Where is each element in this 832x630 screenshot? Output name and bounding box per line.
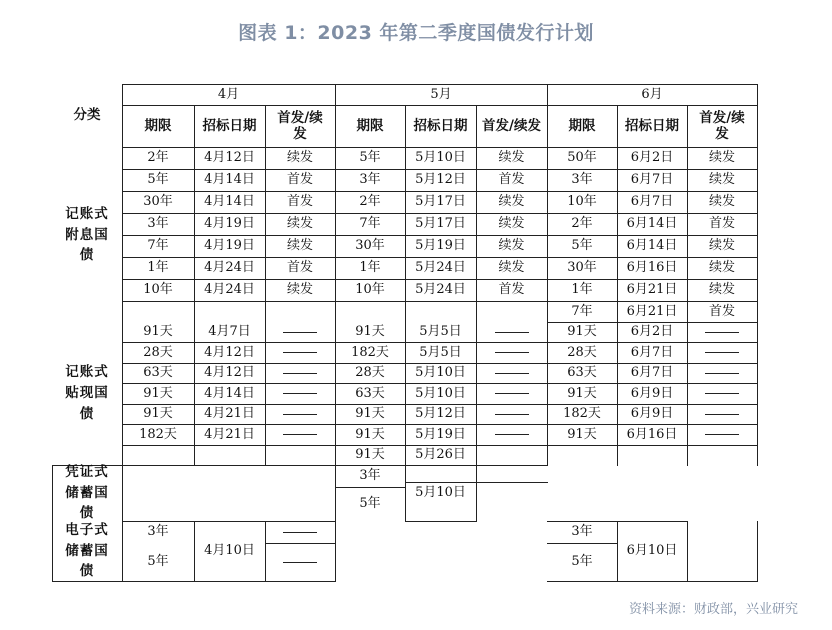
dash-mark xyxy=(495,414,529,415)
discount-cell xyxy=(476,322,547,342)
column-header: 首发/续发 xyxy=(277,109,323,142)
page-title: 图表 1：2023 年第二季度国债发行计划 xyxy=(238,22,594,44)
column-header: 期限 xyxy=(144,117,172,134)
dash-mark xyxy=(495,373,529,374)
dash-mark xyxy=(495,393,529,394)
dash-mark xyxy=(283,532,317,533)
fixed-rate-cell: 5年 xyxy=(359,150,381,166)
fixed-rate-cell: 2年 xyxy=(147,150,169,166)
category-header: 分类 xyxy=(73,107,101,124)
discount-cell xyxy=(265,342,335,363)
fixed-rate-cell: 首发 xyxy=(286,194,313,210)
fixed-rate-cell: 6月14日 xyxy=(626,216,678,232)
fixed-rate-cell: 5月19日 xyxy=(415,238,466,254)
discount-cell: 5月10日 xyxy=(415,365,466,381)
column-header: 招标日期 xyxy=(413,117,468,134)
discount-cell: 182天 xyxy=(563,406,601,422)
month-header: 5月 xyxy=(430,86,452,102)
dash-mark xyxy=(705,332,739,333)
dash-mark xyxy=(495,332,529,333)
fixed-rate-cell: 续发 xyxy=(286,238,313,254)
discount-cell xyxy=(265,363,335,383)
fixed-rate-cell: 10年 xyxy=(355,282,385,298)
discount-cell: 6月9日 xyxy=(630,385,674,401)
fixed-rate-cell: 6月21日 xyxy=(626,282,678,298)
dash-mark xyxy=(705,414,739,415)
discount-cell: 6月7日 xyxy=(630,365,674,381)
discount-cell: 4月14日 xyxy=(204,385,255,401)
discount-cell: 63天 xyxy=(143,365,173,381)
savings-term: 5年 xyxy=(359,496,381,512)
fixed-rate-cell: 续发 xyxy=(708,260,735,276)
fixed-rate-cell: 10年 xyxy=(567,194,597,210)
fixed-rate-cell: 30年 xyxy=(355,238,385,254)
discount-cell: 91天 xyxy=(143,385,173,401)
fixed-rate-cell: 5月17日 xyxy=(415,194,466,210)
month-header: 6月 xyxy=(641,86,663,102)
discount-cell: 91天 xyxy=(355,447,385,463)
fixed-rate-cell: 4月14日 xyxy=(204,172,255,188)
discount-cell: 5月12日 xyxy=(415,406,466,422)
discount-cell xyxy=(476,342,547,363)
fixed-rate-cell: 续发 xyxy=(708,282,735,298)
discount-cell xyxy=(687,322,757,342)
fixed-rate-cell: 6月7日 xyxy=(630,194,674,210)
discount-cell xyxy=(476,363,547,383)
dash-mark xyxy=(495,434,529,435)
fixed-rate-cell: 续发 xyxy=(498,216,525,232)
discount-cell xyxy=(687,383,757,404)
fixed-rate-cell: 续发 xyxy=(708,172,735,188)
fixed-rate-cell: 6月16日 xyxy=(626,260,678,276)
discount-cell xyxy=(265,424,335,445)
discount-cell: 5月26日 xyxy=(415,447,466,463)
table-rule xyxy=(476,465,477,522)
category-discount: 记账式贴现国债 xyxy=(65,364,109,422)
discount-cell: 6月9日 xyxy=(630,406,674,422)
discount-cell: 28天 xyxy=(567,344,597,360)
discount-cell xyxy=(687,363,757,383)
fixed-rate-cell: 5月10日 xyxy=(415,150,466,166)
fixed-rate-cell: 7年 xyxy=(359,216,381,232)
column-header: 期限 xyxy=(356,117,384,134)
table-rule xyxy=(687,521,688,582)
discount-cell: 6月2日 xyxy=(630,324,674,340)
discount-cell: 91天 xyxy=(355,406,385,422)
fixed-rate-cell: 5年 xyxy=(571,238,593,254)
discount-cell: 4月12日 xyxy=(204,344,255,360)
discount-cell: 6月16日 xyxy=(626,426,678,442)
table-rule xyxy=(405,521,477,522)
discount-cell: 91天 xyxy=(355,426,385,442)
discount-cell: 63天 xyxy=(567,365,597,381)
table-rule xyxy=(757,521,758,582)
column-header: 首发/续发 xyxy=(482,117,541,134)
discount-cell xyxy=(476,404,547,424)
fixed-rate-cell: 4月24日 xyxy=(204,282,255,298)
discount-cell: 63天 xyxy=(355,385,385,401)
fixed-rate-cell: 续发 xyxy=(708,238,735,254)
fixed-rate-cell: 4月12日 xyxy=(204,150,255,166)
discount-cell xyxy=(265,383,335,404)
dash-mark xyxy=(495,352,529,353)
fixed-rate-cell: 首发 xyxy=(498,172,525,188)
discount-cell: 5月5日 xyxy=(419,324,462,340)
discount-cell xyxy=(476,383,547,404)
fixed-rate-cell: 续发 xyxy=(286,282,313,298)
source-note: 资料来源：财政部，兴业研究 xyxy=(628,602,798,617)
fixed-rate-cell: 首发 xyxy=(286,260,313,276)
category-fixed-rate: 记账式附息国债 xyxy=(65,205,109,264)
savings-date: 5月10日 xyxy=(415,485,466,501)
discount-cell: 91天 xyxy=(143,406,173,422)
dash-mark xyxy=(283,393,317,394)
discount-cell: 91天 xyxy=(567,426,597,442)
fixed-rate-cell: 首发 xyxy=(708,216,735,232)
discount-cell: 28天 xyxy=(355,365,385,381)
discount-cell: 4月12日 xyxy=(204,365,255,381)
fixed-rate-cell: 7年 xyxy=(571,303,593,319)
dash-mark xyxy=(283,373,317,374)
savings-type xyxy=(265,543,335,581)
fixed-rate-cell: 5月24日 xyxy=(415,282,466,298)
discount-cell: 91天 xyxy=(355,324,385,340)
fixed-rate-cell: 首发 xyxy=(286,172,313,188)
fixed-rate-cell: 6月21日 xyxy=(626,303,678,319)
fixed-rate-cell: 首发 xyxy=(708,303,735,319)
fixed-rate-cell: 1年 xyxy=(147,260,169,276)
fixed-rate-cell: 续发 xyxy=(498,194,525,210)
table-rule xyxy=(547,581,758,582)
category-electronic-savings: 电子式储蓄国债 xyxy=(65,521,109,580)
column-header: 首发/续发 xyxy=(699,109,745,142)
fixed-rate-cell: 3年 xyxy=(571,172,593,188)
fixed-rate-cell: 5月12日 xyxy=(415,172,466,188)
dash-mark xyxy=(283,562,317,563)
savings-term: 3年 xyxy=(147,524,169,540)
column-header: 招标日期 xyxy=(625,117,679,134)
savings-type xyxy=(265,521,335,543)
category-voucher-savings: 凭证式储蓄国债 xyxy=(65,463,109,522)
discount-cell xyxy=(476,424,547,445)
dash-mark xyxy=(283,332,317,333)
dash-mark xyxy=(705,373,739,374)
fixed-rate-cell: 续发 xyxy=(286,150,313,166)
discount-cell: 5月19日 xyxy=(415,426,466,442)
dash-mark xyxy=(705,352,739,353)
fixed-rate-cell: 1年 xyxy=(571,282,593,298)
fixed-rate-cell: 续发 xyxy=(286,216,313,232)
fixed-rate-cell: 续发 xyxy=(498,260,525,276)
dash-mark xyxy=(283,352,317,353)
discount-cell: 4月21日 xyxy=(204,406,255,422)
discount-cell xyxy=(687,404,757,424)
fixed-rate-cell: 2年 xyxy=(571,216,593,232)
fixed-rate-cell: 30年 xyxy=(143,194,173,210)
fixed-rate-cell: 7年 xyxy=(147,238,169,254)
fixed-rate-cell: 4月19日 xyxy=(204,238,255,254)
savings-date: 4月10日 xyxy=(204,543,255,559)
discount-cell: 91天 xyxy=(143,324,173,340)
fixed-rate-cell: 50年 xyxy=(567,150,597,166)
column-header: 招标日期 xyxy=(202,117,257,134)
fixed-rate-cell: 首发 xyxy=(498,282,525,298)
discount-cell xyxy=(687,424,757,445)
discount-cell: 6月7日 xyxy=(630,344,674,360)
fixed-rate-cell: 4月19日 xyxy=(204,216,255,232)
dash-mark xyxy=(705,393,739,394)
savings-term: 5年 xyxy=(571,554,593,570)
column-header: 期限 xyxy=(568,117,596,134)
fixed-rate-cell: 5月24日 xyxy=(415,260,466,276)
fixed-rate-cell: 续发 xyxy=(708,194,735,210)
savings-term: 3年 xyxy=(359,468,381,484)
discount-cell: 28天 xyxy=(143,344,173,360)
fixed-rate-cell: 2年 xyxy=(359,194,381,210)
discount-cell: 4月7日 xyxy=(208,324,251,340)
fixed-rate-cell: 30年 xyxy=(567,260,597,276)
fixed-rate-cell: 续发 xyxy=(498,238,525,254)
dash-mark xyxy=(283,434,317,435)
discount-cell: 182天 xyxy=(139,426,177,442)
fixed-rate-cell: 1年 xyxy=(359,260,381,276)
dash-mark xyxy=(705,434,739,435)
discount-cell xyxy=(265,404,335,424)
fixed-rate-cell: 6月14日 xyxy=(626,238,678,254)
fixed-rate-cell: 3年 xyxy=(359,172,381,188)
savings-term: 3年 xyxy=(571,524,593,540)
fixed-rate-cell: 5年 xyxy=(147,172,169,188)
dash-mark xyxy=(283,414,317,415)
fixed-rate-cell: 4月14日 xyxy=(204,194,255,210)
discount-cell xyxy=(265,322,335,342)
discount-cell: 4月21日 xyxy=(204,426,255,442)
savings-term: 5年 xyxy=(147,554,169,570)
month-header: 4月 xyxy=(217,86,240,102)
discount-cell: 182天 xyxy=(351,344,389,360)
fixed-rate-cell: 5月17日 xyxy=(415,216,466,232)
fixed-rate-cell: 4月24日 xyxy=(204,260,255,276)
discount-cell: 91天 xyxy=(567,385,597,401)
discount-cell: 91天 xyxy=(567,324,597,340)
fixed-rate-cell: 续发 xyxy=(498,150,525,166)
fixed-rate-cell: 6月2日 xyxy=(630,150,674,166)
discount-cell: 5月10日 xyxy=(415,385,466,401)
fixed-rate-cell: 10年 xyxy=(143,282,173,298)
discount-cell xyxy=(687,342,757,363)
fixed-rate-cell: 6月7日 xyxy=(630,172,674,188)
fixed-rate-cell: 续发 xyxy=(708,150,735,166)
discount-cell: 5月5日 xyxy=(419,344,462,360)
table-rule xyxy=(757,84,758,466)
savings-date: 6月10日 xyxy=(626,543,678,559)
fixed-rate-cell: 3年 xyxy=(147,216,169,232)
